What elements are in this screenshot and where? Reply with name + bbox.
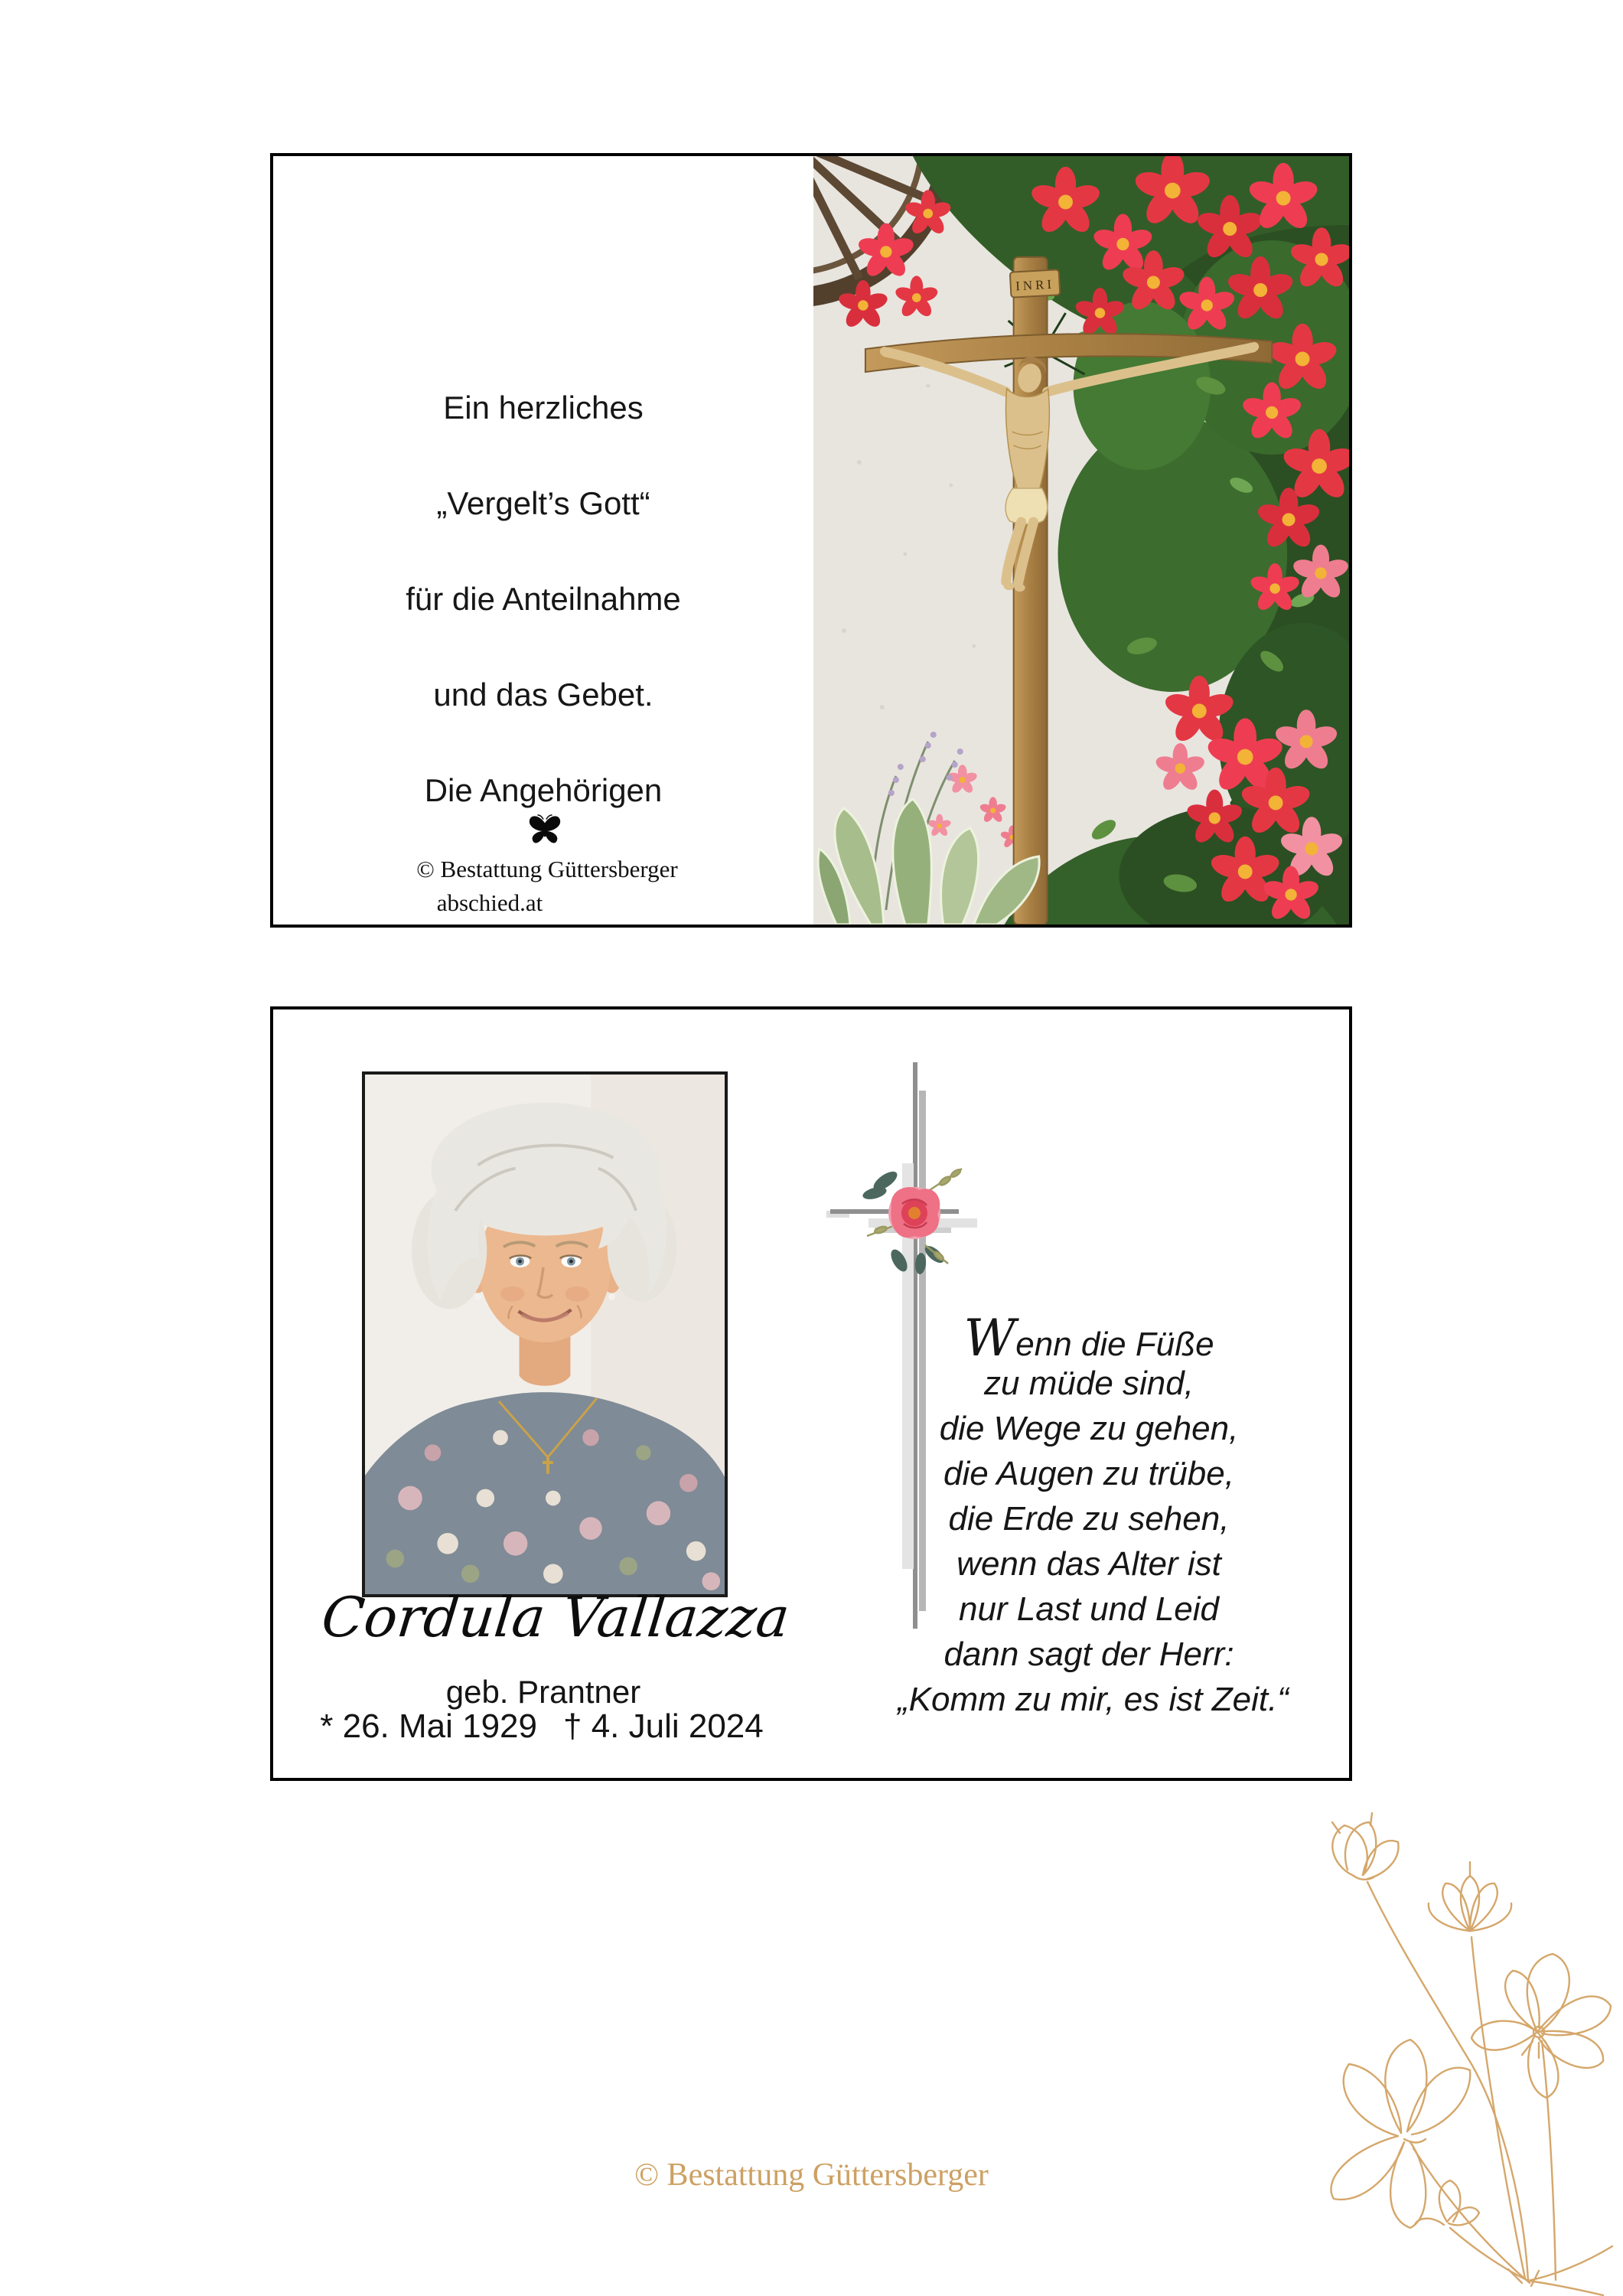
thanks-line: Ein herzliches [443,390,644,426]
butterfly-icon [527,813,562,846]
memorial-poem [898,1309,1289,1722]
thanks-text-block [273,360,813,838]
poem-line: Wenn die Füße [963,1309,1214,1368]
poem-line: zu müde sind, [984,1365,1194,1402]
poem-line: wenn das Alter ist [957,1545,1221,1583]
funeral-home-website: abschied.at [436,889,543,916]
thanks-line: für die Anteilnahme [406,581,681,617]
gold-flowers-icon [1217,1802,1623,2296]
maiden-name: geb. Prantner [445,1674,641,1710]
funeral-home-credit: © Bestattung Güttersberger [416,856,678,882]
thanks-line: und das Gebet. [433,677,653,713]
crucifix-photo [813,156,1349,925]
poem-line: die Augen zu trübe, [943,1455,1234,1492]
poem-line: die Wege zu gehen, [939,1410,1239,1447]
poem-line: die Erde zu sehen, [948,1500,1230,1538]
portrait-photo [362,1071,728,1597]
life-dates [274,1707,810,1746]
death-date: † 4. Juli 2024 [563,1707,764,1745]
memorial-card [270,1006,1352,1781]
poem-line: nur Last und Leid [958,1590,1220,1628]
deceased-name: Cordula Vallazza [318,1585,793,1649]
birth-date: * 26. Mai 1929 [320,1707,537,1745]
poem-line: „Komm zu mir, es ist Zeit.“ [898,1681,1289,1718]
poem-line: dann sagt der Herr: [943,1636,1234,1673]
thanks-line: Die Angehörigen [424,772,663,808]
thank-you-card [270,153,1352,928]
thanks-line: „Vergelt’s Gott“ [436,485,650,521]
inri-label: INRI [1015,276,1055,294]
page-footer-credit: © Bestattung Güttersberger [634,2157,989,2193]
